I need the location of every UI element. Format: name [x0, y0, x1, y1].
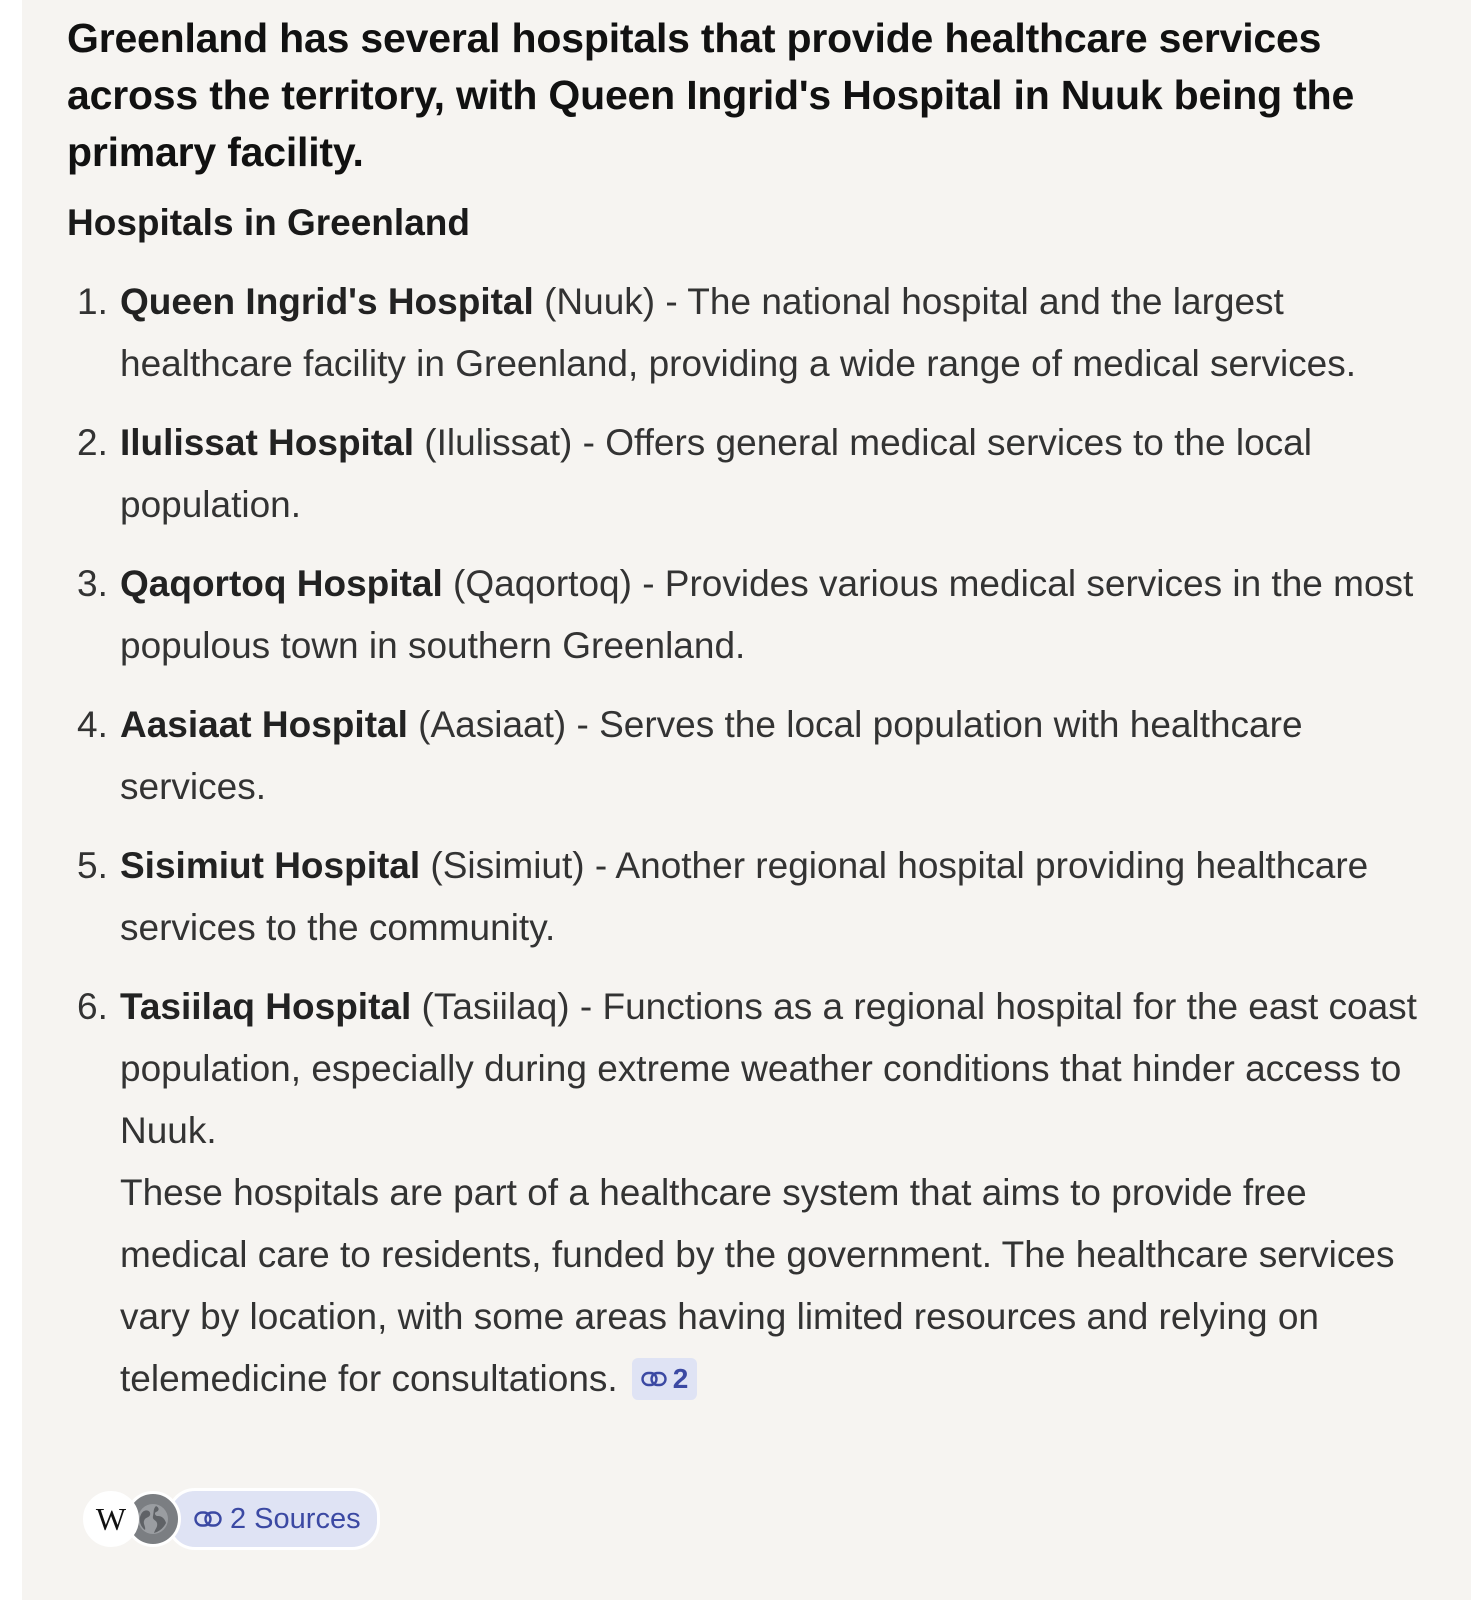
list-item	[67, 553, 1419, 677]
citation-badge[interactable]	[632, 1358, 698, 1400]
hospital-name: Tasiilaq Hospital	[120, 986, 412, 1027]
hospital-description: (Qaqortoq) - Provides various medical services in the most populous town in southern Greenland.	[120, 563, 1414, 666]
list-item	[67, 271, 1419, 395]
list-item	[67, 412, 1419, 536]
answer-card	[22, 0, 1471, 1600]
hospital-name: Qaqortoq Hospital	[120, 563, 443, 604]
citation-count: 2	[672, 1363, 689, 1394]
wikipedia-icon[interactable]	[83, 1491, 139, 1547]
hospital-description: (Ilulissat) - Offers general medical services to the local population.	[120, 422, 1312, 525]
closing-paragraph	[67, 1162, 1419, 1410]
globe-glyph	[136, 1502, 170, 1536]
section-heading: Hospitals in Greenland	[67, 202, 470, 243]
hospital-name: Ilulissat Hospital	[120, 422, 415, 463]
sources-label: 2 Sources	[230, 1502, 361, 1535]
list-item	[67, 694, 1419, 818]
list-number: 4.	[77, 704, 108, 745]
hospital-list	[67, 271, 1419, 1162]
hospital-description: (Sisimiut) - Another regional hospital providing healthcare services to the community.	[120, 845, 1369, 948]
wikipedia-letter: W	[95, 1500, 127, 1537]
hospital-description: (Nuuk) - The national hospital and the largest healthcare facility in Greenland, providing a wide range of medical services.	[120, 281, 1357, 384]
list-number: 6.	[77, 986, 108, 1027]
sources-button[interactable]	[167, 1488, 380, 1550]
list-item	[67, 976, 1419, 1162]
hospital-name: Queen Ingrid's Hospital	[120, 281, 534, 322]
list-number: 1.	[77, 281, 108, 322]
list-number: 5.	[77, 845, 108, 886]
hospital-description: (Tasiilaq) - Functions as a regional hospital for the east coast population, especially during extreme weather conditions that hinder access to Nuuk.	[120, 986, 1417, 1151]
list-number: 3.	[77, 563, 108, 604]
link-icon	[194, 1510, 222, 1528]
hospital-name: Aasiaat Hospital	[120, 704, 408, 745]
hospital-description: (Aasiaat) - Serves the local population with healthcare services.	[120, 704, 1303, 807]
list-item	[67, 835, 1419, 959]
link-icon	[641, 1371, 667, 1387]
answer-summary: Greenland has several hospitals that provide healthcare services across the territory, with Queen Ingrid's Hospital in Nuuk being the primary facility.	[67, 15, 1355, 175]
list-number: 2.	[77, 422, 108, 463]
closing-text: These hospitals are part of a healthcare system that aims to provide free medical care to residents, funded by the government. The healthcare services vary by location, with some areas having limited resources and relying on telemedicine for consultations.	[120, 1172, 1395, 1399]
hospital-name: Sisimiut Hospital	[120, 845, 421, 886]
sources-row[interactable]	[83, 1491, 380, 1547]
